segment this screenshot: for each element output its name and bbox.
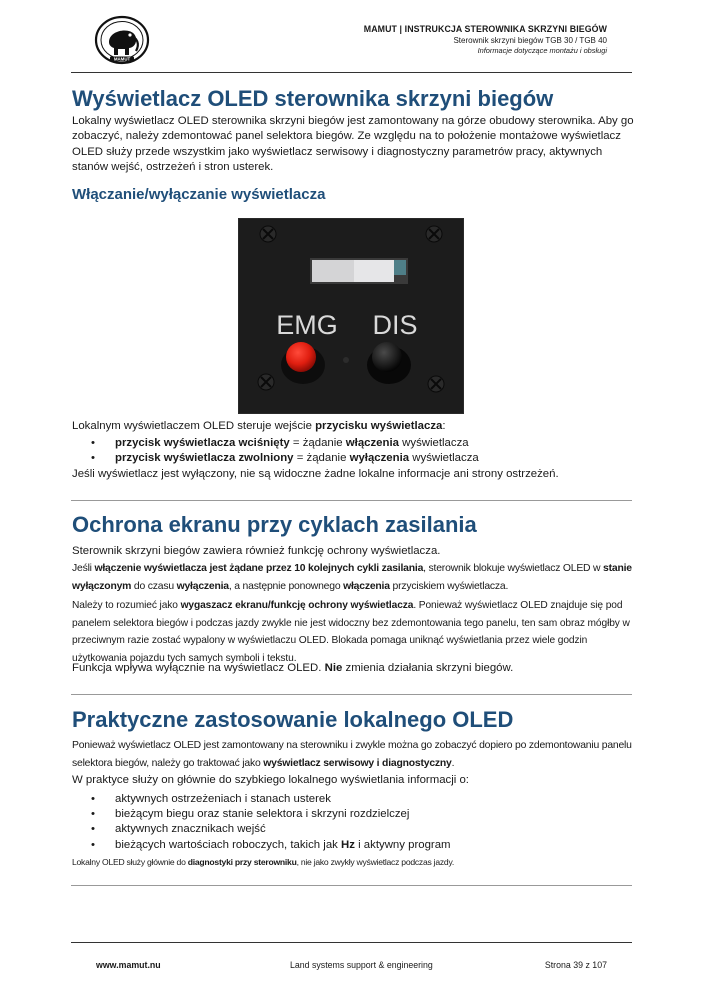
footer-divider xyxy=(71,942,632,943)
oled-usage-list xyxy=(72,792,632,853)
screw-icon xyxy=(258,374,274,390)
section2-paragraph-4: Funkcja wpływa wyłącznie na wyświetlacz OLED. Nie zmienia działania skrzyni biegów. xyxy=(72,662,514,674)
screw-icon xyxy=(260,226,276,242)
header-note: Informacje dotyczące montażu i obsługi xyxy=(477,46,607,55)
list-item: • przycisk wyświetlacza zwolniony = żądanie wyłączenia wyświetlacza xyxy=(72,451,632,466)
footer-website[interactable]: www.mamut.nu xyxy=(96,960,161,970)
mamut-logo xyxy=(94,15,150,65)
display-off-note: Jeśli wyświetlacz jest wyłączony, nie są widoczne żadne lokalne informacje ani strony ostrzeżeń. xyxy=(72,468,559,480)
section3-title: Praktyczne zastosowanie lokalnego OLED xyxy=(72,707,514,732)
section1-intro: Lokalny wyświetlacz OLED sterownika skrzyni biegów jest zamontowany na górze obudowy sterownika. Aby go zobaczyć, należy zdemontować panel selektora biegów. Ze względu na to położenie montażowe wyświetlacz OLED służy przede wszystkim jako wyświetlacz serwisowy i diagnostyczny parametrów pracy, aktywnych stanów wejść, ostrzeżeń i stron usterek. xyxy=(72,115,634,174)
list-item: • aktywnych znacznikach wejść xyxy=(72,822,632,837)
section-divider xyxy=(71,885,632,886)
dis-label: DIS xyxy=(372,310,418,340)
section2-title: Ochrona ekranu przy cyklach zasilania xyxy=(72,512,477,537)
page-number: Strona 39 z 107 xyxy=(544,960,607,970)
emg-button xyxy=(286,342,316,372)
footer-center-text: Land systems support & engineering xyxy=(290,960,433,970)
section-divider xyxy=(71,500,632,501)
header-title: MAMUT | INSTRUKCJA STEROWNIKA SKRZYNI BIEGÓW xyxy=(363,24,607,34)
oled-panel-photo xyxy=(238,218,464,414)
header-subtitle: Sterownik skrzyni biegów TGB 30 / TGB 40 xyxy=(453,36,607,45)
page-header xyxy=(364,24,607,55)
dis-button xyxy=(372,342,402,372)
list-item: • przycisk wyświetlacza wciśnięty = żądanie włączenia wyświetlacza xyxy=(72,436,632,451)
section-divider xyxy=(71,694,632,695)
control-paragraph: Lokalnym wyświetlaczem OLED steruje wejście przycisku wyświetlacza: xyxy=(72,420,446,432)
screw-icon xyxy=(426,226,442,242)
section2-paragraph-1: Sterownik skrzyni biegów zawiera również funkcję ochrony wyświetlacza. xyxy=(72,545,441,557)
header-divider xyxy=(71,72,632,73)
logo-text: MAMUT xyxy=(113,56,131,62)
emg-label: EMG xyxy=(276,310,338,340)
section1-subheading: Włączanie/wyłączanie wyświetlacza xyxy=(72,186,326,203)
section3-paragraph-2: W praktyce służy on głównie do szybkiego lokalnego wyświetlania informacji o: xyxy=(72,774,469,786)
button-state-list xyxy=(72,436,632,466)
list-item: • bieżącym biegu oraz stanie selektora i skrzyni rozdzielczej xyxy=(72,807,632,822)
screw-icon xyxy=(428,376,444,392)
section3-paragraph-3: Lokalny OLED służy głównie do diagnostyki przy sterowniku, nie jako zwykły wyświetlacz podczas jazdy. xyxy=(72,857,454,867)
section2-paragraph-2: Jeśli włączenie wyświetlacza jest żądane przez 10 kolejnych cykli zasilania, sterownik blokuje wyświetlacz OLED w stanie wyłączonym do czasu wyłączenia, a następnie ponownego włączenia przyciskiem wyświetlacza. xyxy=(72,563,632,592)
section3-paragraph-1: Ponieważ wyświetlacz OLED jest zamontowany na sterowniku i zwykle można go zobaczyć dopiero po zdemontowaniu panelu selektora biegów, należy go traktować jako wyświetlacz serwisowy i diagnostyczny. xyxy=(72,740,632,769)
list-item: • aktywnych ostrzeżeniach i stanach usterek xyxy=(72,792,632,807)
list-item: • bieżących wartościach roboczych, takich jak Hz i aktywny program xyxy=(72,838,632,853)
section1-title: Wyświetlacz OLED sterownika skrzyni biegów xyxy=(72,86,554,111)
section2-paragraph-3: Należy to rozumieć jako wygaszacz ekranu/funkcję ochrony wyświetlacza. Ponieważ wyświetlacz OLED znajduje się pod panelem selektora biegów i podczas jazdy zwykle nie jest widoczny bez zdemontowania tego panelu, ten sam obraz mógłby w przeciwnym razie zostać wypalony w wyświetlaczu OLED. Blokada pomaga uniknąć wyświetlania przez wiele godzin użytkowania pojazdu tych samych symboli i tekstu. xyxy=(72,600,630,664)
